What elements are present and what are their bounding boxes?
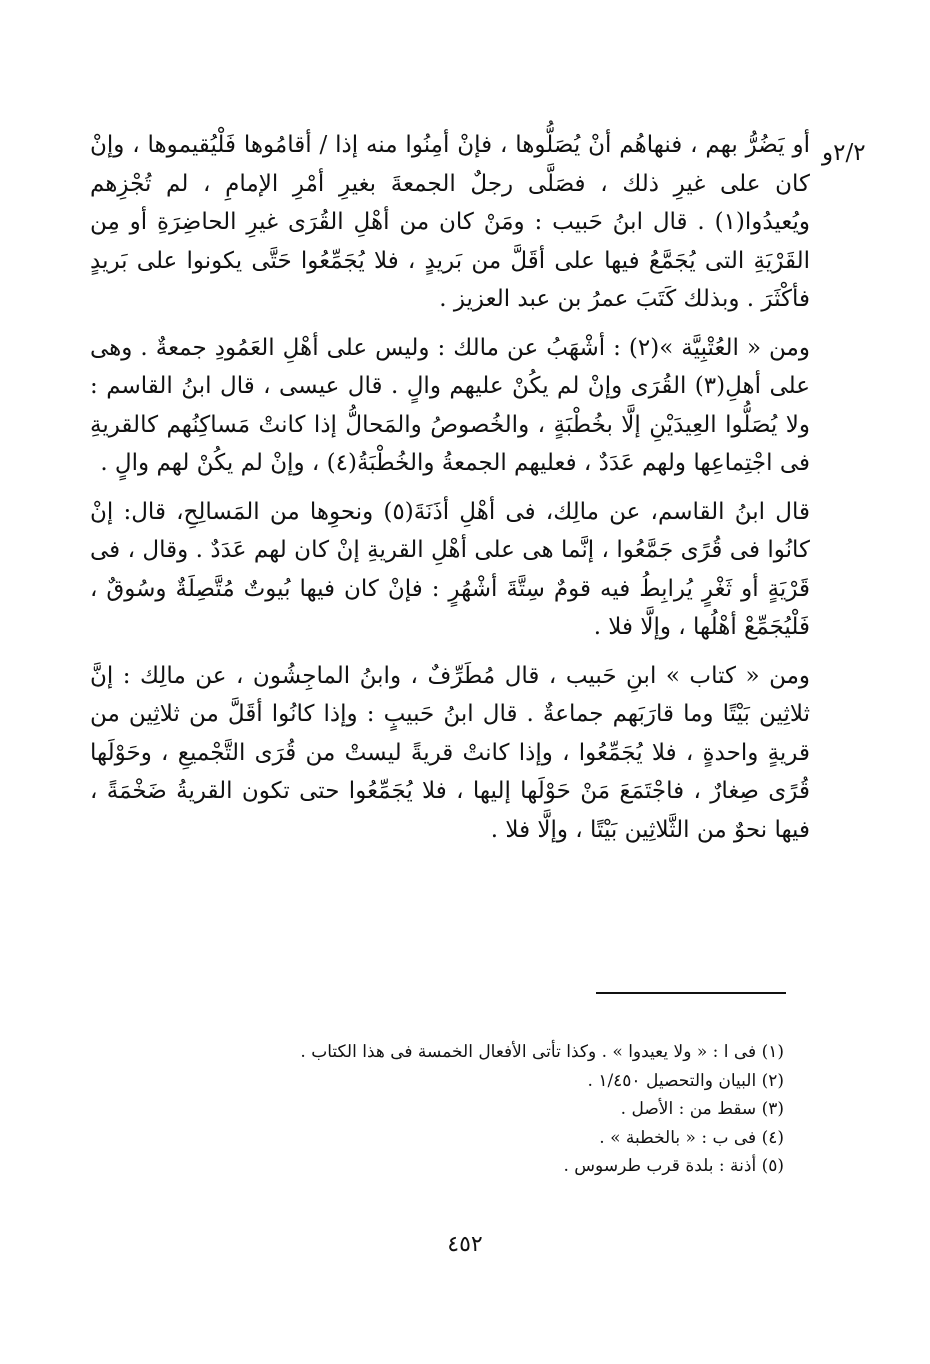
footnote-2: (٢) البيان والتحصيل ١/٤٥٠ . — [587, 1070, 784, 1091]
paragraph-1: أو يَضُرُّ بهم ، فنهاهُم أنْ يُصَلُّوها ، فإنْ أمِنُوا منه إذا / أقامُوها فَلْيُقيموها ، وإنْ كان على غيرِ ذلك ، فصَلَّى رجلٌ الجمعةَ بغيرِ أمْرِ الإمامِ ، لم تُجْزِهم ويُعيدُوا(١) . قال ابنُ حَبيب : ومَنْ كان من أهْلِ القُرَى غيرِ الحاضِرَةِ أو مِن القَرْيَةِ التى يُجَمَّعُ فيها على أقَلَّ من بَريدٍ ، فلا يُجَمِّعُوا حَتَّى يكونوا على بَريدٍ فأكْثَرَ . وبذلك كَتَبَ عمرُ بن عبد العزيز . — [90, 132, 810, 312]
footnote-5: (٥) أذنة : بلدة قرب طرسوس . — [563, 1156, 784, 1176]
footnote-separator — [596, 992, 786, 994]
footnote-1: (١) فى ا : « ولا يعيدوا » . وكذا تأتى الأفعال الخمسة فى هذا الكتاب . — [300, 1042, 784, 1062]
main-text — [90, 126, 810, 849]
margin-folio-reference: ٢/٢و — [822, 140, 866, 166]
footnote-3: (٣) سقط من : الأصل . — [620, 1099, 784, 1119]
paragraph-2: ومن « العُتْبِيَّة »(٢) : أشْهَبُ عن مالك : وليس على أهْلِ العَمُودِ جمعةٌ . وهى على أهلِ(٣) القُرَى وإنْ لم يكُنْ عليهم والٍ . قال عيسى ، قال ابنُ القاسم : ولا يُصَلُّوا العِيدَيْنِ إلَّا بخُطْبَةٍ ، والخُصوصُ والمَحالُّ إذا كانتْ مَساكِنُهم كالقريةِ فى اجْتِماعِها ولهم عَدَدٌ ، فعليهم الجمعةُ والخُطْبَةُ(٤) ، وإنْ لم يكُنْ لهم والٍ . — [90, 334, 811, 476]
paragraph-4: ومن « كتاب » ابنِ حَبيب ، قال مُطَرِّفٌ ، وابنُ الماجِشُون ، عن مالِك : إنَّ ثلاثِين بَيْتًا وما قارَبَهم جماعةٌ . قال ابنُ حَبيبٍ : وإذا كانُوا أقَلَّ من ثلاثِين من قريةٍ واحدةٍ ، فلا يُجَمِّعُوا ، وإذا كانتْ قريةً ليستْ من قُرَى التَّجْميعِ ، وحَوْلَها قُرًى صِغارٌ ، فاجْتَمَعَ مَنْ حَوْلَها إليها ، فلا يُجَمِّعُوا حتى تكون القريةُ ضَخْمَةً ، فيها نحوٌ من الثَّلاثِين بَيْتًا ، وإلَّا فلا . — [90, 662, 810, 843]
footnote-4: (٤) فى ب : « بالخطبة » . — [599, 1127, 784, 1148]
footnotes — [90, 1038, 784, 1181]
paragraph-3: قال ابنُ القاسم، عن مالِك، فى أهْلِ أذَنَةَ(٥) ونحوِها من المَسالِحِ، قال: إنْ كانُوا فى قُرًى جَمَّعُوا ، إنَّما هى على أهْلِ القريةِ إنْ كان لهم عَدَدٌ . وقال ، فى قَرْيَةٍ أو ثَغْرٍ يُرابِطُ فيه قومٌ سِتَّةَ أشْهُرٍ : فإنْ كان فيها بُيوتٌ مُتَّصِلَةٌ وسُوقٌ ، فَلْيُجَمِّعْ أهْلُها ، وإلَّا فلا . — [90, 498, 810, 640]
page-number: ٤٥٢ — [447, 1232, 483, 1257]
